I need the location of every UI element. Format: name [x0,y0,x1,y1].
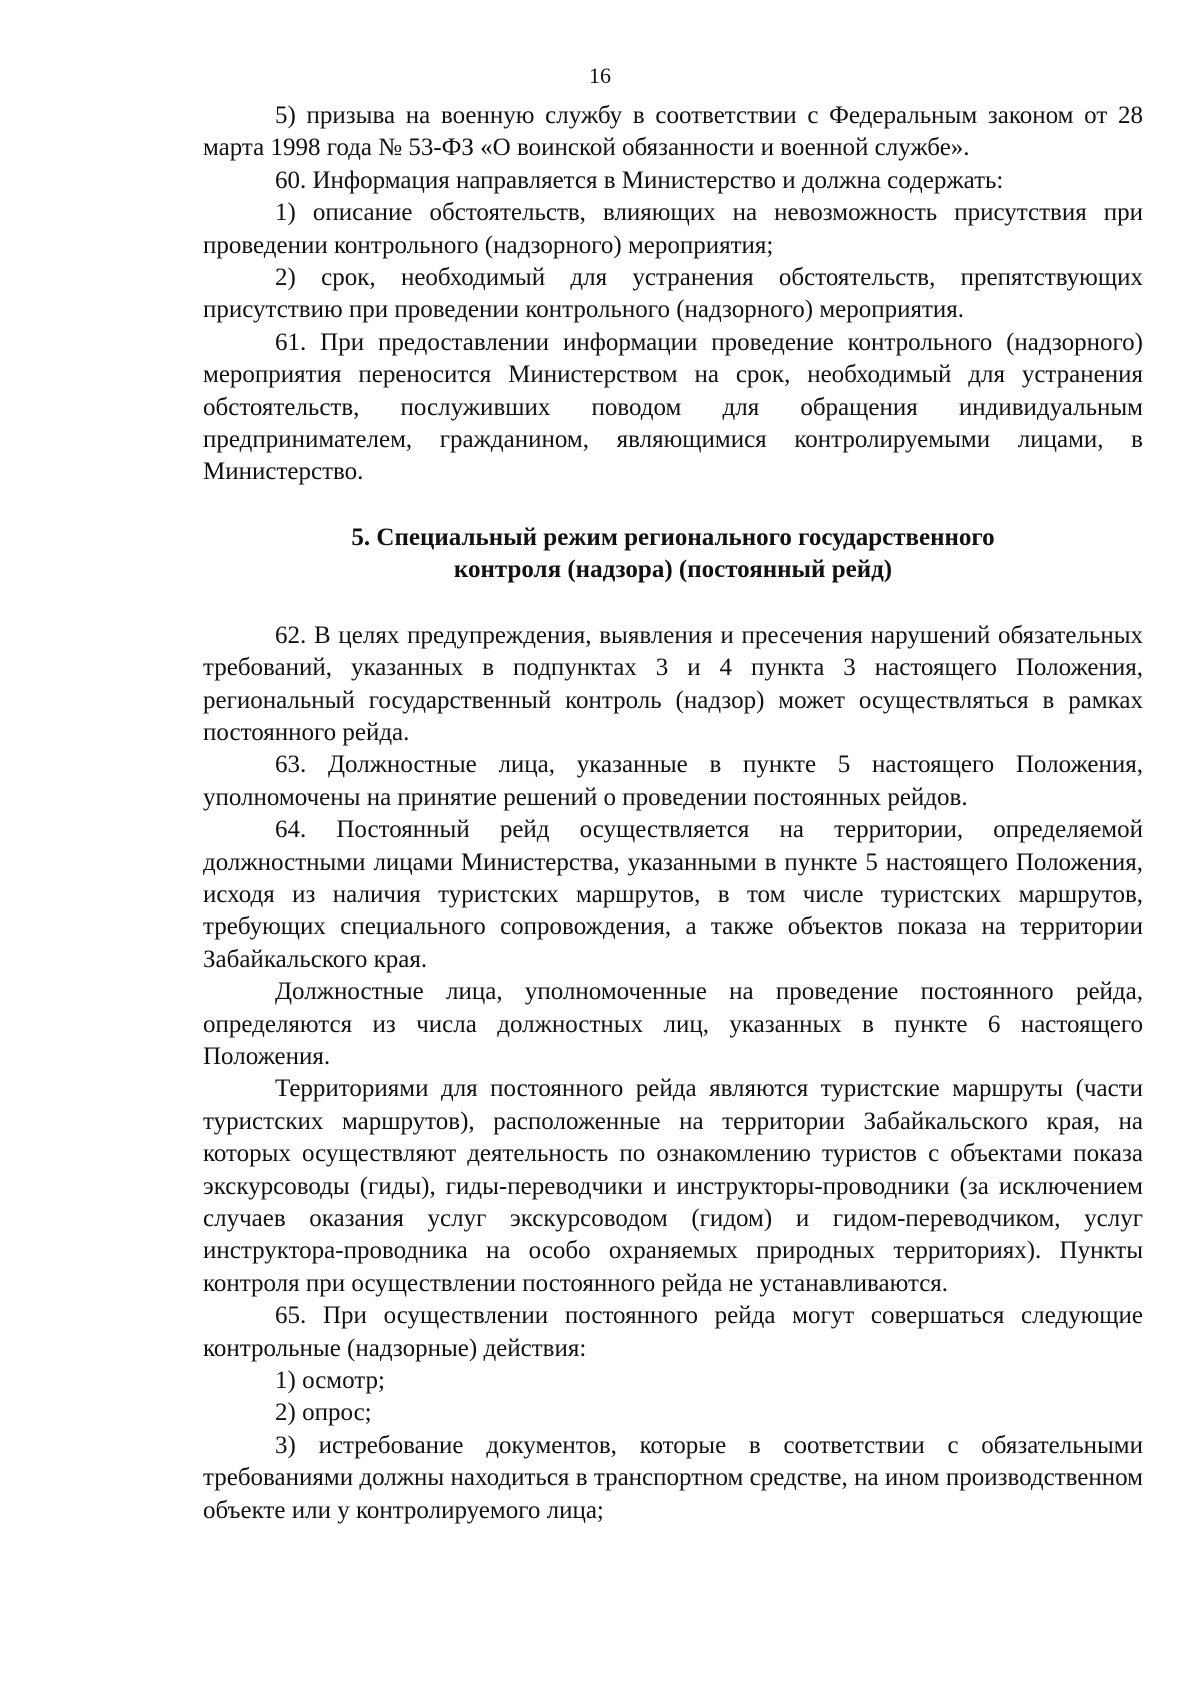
paragraph-65-item-1: 1) осмотр; [275,1367,385,1395]
paragraph-60-item-2: 2) срок, необходимый для устранения обстоятельств, препятствующих присутствию при проведении контрольного (надзорного) мероприятия. [203,264,1143,324]
paragraph-61: 61. При предоставлении информации проведение контрольного (надзорного) мероприятия переносится Министерством на срок, необходимый для устранения обстоятельств, послуживших поводом для обращения индивидуальным предпринимателем, гражданином, являющимися контролируемыми лицами, в Министерство. [203,328,1143,486]
paragraph-65-item-2: 2) опрос; [275,1399,372,1427]
paragraph-64: 64. Постоянный рейд осуществляется на территории, определяемой должностными лицами Министерства, указанными в пункте 5 настоящего Положения, исходя из наличия туристских маршрутов, в том числе туристских маршрутов, требующих специального сопровождения, а также объектов показа на территории Забайкальского края. [203,816,1143,973]
section-heading [203,522,1143,587]
paragraph-65: 65. При осуществлении постоянного рейда могут совершаться следующие контрольные (надзорные) действия: [203,1302,1143,1362]
section-heading-line-1: 5. Специальный режим регионального государственного [351,523,995,551]
section-heading-line-2: контроля (надзора) (постоянный рейд) [453,556,893,584]
paragraph-60-item-1: 1) описание обстоятельств, влияющих на невозможность присутствия при проведении контрольного (надзорного) мероприятия; [203,199,1143,259]
page-number: 16 [589,63,611,88]
paragraph-60: 60. Информация направляется в Министерство и должна содержать: [275,166,1004,194]
paragraph-item-5-conscription: 5) призыва на военную службу в соответствии с Федеральным законом от 28 марта 1998 года № 53-ФЗ «О воинской обязанности и военной службе». [203,102,1143,162]
paragraph-65-item-3: 3) истребование документов, которые в соответствии с обязательными требованиями должны находиться в транспортном средстве, на ином производственном объекте или у контролируемого лица; [203,1431,1143,1524]
spacer [203,587,1143,620]
paragraph-62: 62. В целях предупреждения, выявления и пресечения нарушений обязательных требований, указанных в подпунктах 3 и 4 пункта 3 настоящего Положения, региональный государственный контроль (надзор) может осуществляться в рамках постоянного рейда. [203,621,1143,746]
document-body [203,100,1143,1527]
paragraph-64-territories: Территориями для постоянного рейда являются туристские маршруты (части туристских маршрутов), расположенные на территории Забайкальского края, на которых осуществляют деятельность по ознакомлению туристов с объектами показа экскурсоводы (гиды), гиды-переводчики и инструкторы-проводники (за исключением случаев оказания услуг экскурсоводом (гидом) и гидом-переводчиком, услуг инструктора-проводника на особо охраняемых природных территориях). Пункты контроля при осуществлении постоянного рейда не устанавливаются. [203,1075,1143,1297]
paragraph-63: 63. Должностные лица, указанные в пункте 5 настоящего Положения, уполномочены на принятие решений о проведении постоянных рейдов. [203,751,1143,811]
paragraph-64-officials: Должностные лица, уполномоченные на проведение постоянного рейда, определяются из числа должностных лиц, указанных в пункте 6 настоящего Положения. [203,978,1143,1070]
spacer [203,489,1143,522]
